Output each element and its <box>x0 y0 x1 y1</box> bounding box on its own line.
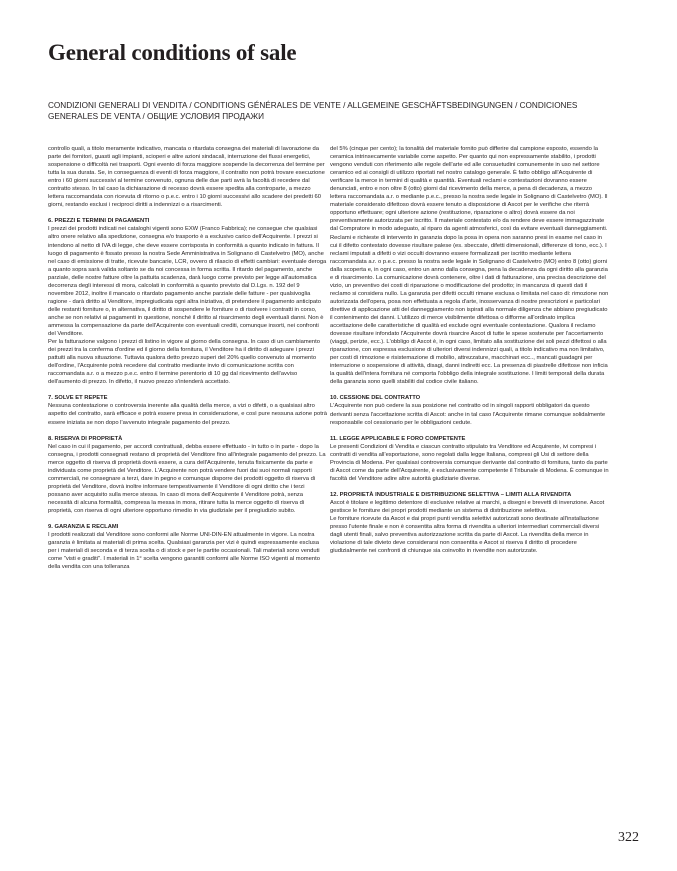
section-title: 6. PREZZI E TERMINI DI PAGAMENTI <box>48 218 150 225</box>
section-industrial-property <box>330 491 609 555</box>
page-title: General conditions of sale <box>48 40 297 65</box>
section-title: 10. CESSIONE DEL CONTRATTO <box>330 395 421 402</box>
section-body: I prodotti realizzati dal Venditore sono conformi alle Norme UNI-DIN-EN attualmente in vigore. La nostra garanzia è limitata ai materiali di prima scelta. Qualsiasi garanzia per vizi è quindi espressamente esclusa per i materiali di seconda e di terza scelta o di stock e per le partite occasionali. Tali materiali sono venduti come "visti e graditi". I materiali in 1° scelta vengono garantiti conformi alle Norme ISO vigenti al momento della vendita con una tolleranza <box>48 532 320 571</box>
section-body: Nel caso in cui il pagamento, per accordi contrattuali, debba essere effettuato - in tutto o in parte - dopo la consegna, i prodotti consegnati restano di proprietà del Venditore fino all'integrale pagamento del prezzo. La merce oggetto di riserva di proprietà dovrà essere, a cura dell'Acquirente, tenuta fisicamente da parte e individuata come proprietà del Venditore. L'Acquirente non potrà vendere fuori dai suoi normali rapporti commerciali, ne consegnare a terzi, dare in pegno e comunque disporre dei prodotti oggetto di riserva di proprietà del Venditore, dovrà inoltre informare tempestivamente il Venditore di ogni diritto che i terzi possano aver acquisito sulla merce stessa. In caso di mora dell'Acquirente il Venditore potrà, senza necessità di alcuna formalità, compresa la messa in mora, ritirare tutta la merce oggetto di riserva di proprietà, con riserva di ogni ulteriore opportuno rimedio in via giudiziale per il pregiudizio subito. <box>48 443 326 514</box>
section-title: 12. PROPRIETÀ INDUSTRIALE E DISTRIBUZIONE SELETTIVA – LIMITI ALLA RIVENDITA <box>330 491 572 498</box>
section-body: L'Acquirente non può cedere la sua posizione nel contratto od in singoli rapporti obbligatori da questo derivanti senza l'accettazione scritta di Ascot: anche in tal caso l'Acquirente rimane comunque solidalmente responsabile col cessionario per le obbligazioni cedute. <box>330 403 606 426</box>
section-title: 8. RISERVA DI PROPRIETÀ <box>48 435 123 442</box>
right-intro-paragraph: del 5% (cinque per cento); la tonalità del materiale fornito può differire dal campione esposto, essendo la ceramica intrinsecamente variabile come aspetto. Per quanto qui non espressamente stabilito, i prodotti vengono venduti con riferimento alle regole dell'arte ed alle consuetudini comunemente in uso nel settore ceramico ed ai consigli di utilizzo riportati nel nostro catalogo generale. È fatto obbligo all'Acquirente di verificare la merce in termini di qualità e quantità. Eventuali reclami e contestazioni dovranno essere denunciati, entro e non oltre 8 (otto) giorni dal ricevimento della merce, a pena di decadenza, a mezzo lettera raccomandata a.r. o mediante p.e.c., presso la nostra sede legale in Solignano di Castelvetro (MO). Il materiale considerato difettoso dovrà essere tenuto a disposizione di Ascot per le verifiche che riterrà opportuno effettuare; ogni ulteriore azione (restituzione, riparazione o altro) dovrà essere da noi preventivamente autorizzata per iscritto. Il materiale contestato e/o da rendere deve essere immagazzinate dal Compratore in modo adeguato, al riparo da agenti atmosferici, così da evitare eventuali danneggiamenti. Reclami e richieste di intervento in garanzia dopo la posa in opera non saranno presi in esame nel caso in cui il difetto contestato dovesse risultare palese (es. sbeccate, difetti dimensionali, differenze di tono, ecc.). I reclami imputati a difetti o vizi occulti dovranno essere formalizzati per iscritto mediante lettera raccomandata a.r. o p.e.c. presso la nostra sede legale in Solignano di Castelvetro (MO) entro 8 (otto) giorni dalla scoperta e, in ogni caso, entro un anno dalla consegna, pena la decadenza da ogni diritto alla garanzia e di risarcimento. La comunicazione dovrà contenere, oltre i dati di fatturazione, una precisa descrizione del vizio, un preventivo dei costi di riparazione o modificazione del prodotto; in mancanza di questi dati il reclamo si considera nullo. La garanzia per difetti occulti rimane esclusa o limitata nel caso di: rimozione non autorizzata dell'opera, posa non effettuata a regola d'arte, inosservanza di nostre prescrizioni e particolari direttive di applicazione atti del danneggiamento non ispirati alla normale diligenza che abbiano pregiudicato il contenimento dei danni. L'utilizzo di merce visibilmente difettosa o difforme all'ordinato implica accettazione delle caratteristiche di qualità ed esclude ogni eventuale contestazione. Qualora il reclamo dovesse risultare infondato l'Acquirente dovrà risarcire Ascot di tutte le spese sostenute per l'accertamento (viaggi, perizie, ecc.). L'obbligo di Ascot è, in ogni caso, limitato alla sostituzione dei soli pezzi difettosi o alla riparazione, con espressa esclusione di ulteriori diversi indennizzi quali, a titolo indicativo ma non limitativo, per costi di rimozione e risistemazione di mobilio, attrezzature, macchinari ecc.., mancati guadagni per interruzione o sospensione di attività, disagi, danni indiretti ecc. La presenza di piastrelle difettose non inficia la qualità dell'intera fornitura né comporta l'obbligo della integrale sostituzione. I limiti temporali della durata della garanzia sono quelli stabiliti dal codice civile italiano. <box>330 146 609 386</box>
section-warranty-claims <box>48 523 327 571</box>
section-body: Ascot è titolare e legittimo detentore di esclusive relative ai marchi, a disegni e brevetti di invenzione. Ascot gestisce le forniture dei propri prodotti mediante un sistema di distribuzione selettiva. Le forniture ricevute da Ascot e dai propri punti vendita selettivi autorizzati sono destinate all'installazione presso l'utente finale e non è consentita altra forma di rivendita a ulteriori intermediari commerciali diversi dagli utenti finali, salvo preventiva autorizzazione scritta da parte di Ascot. La rivendita della merce in violazione di tale divieto deve considerarsi non consentita e Ascot si riserva il diritto di procedere giudizialmente nei confronti di chiunque sia coinvolto in rivendite non autorizzate. <box>330 499 605 555</box>
section-retention-of-title <box>48 435 327 515</box>
section-contract-assignment <box>330 394 609 426</box>
section-body: Le presenti Condizioni di Vendita e ciascun contratto stipulato tra Venditore ed Acquirente, ivi compresi i contratti di vendita all'esportazione, sono regolati dalla legge Italiana, compresi gli Usi di settore della Provincia di Modena. Per qualsiasi controversia comunque derivante dal contratto di fornitura, tanto da parte di Ascot come da parte dell'Acquirente, è esclusivamente competente il Tribunale di Modena. È comunque in facoltà del Venditore adire altre autorità giudiziarie diverse. <box>330 443 609 482</box>
left-intro-paragraph: controllo quali, a titolo meramente indicativo, mancata o ritardata consegna dei materiali di lavorazione da parte dei fornitori, guasti agli impianti, scioperi e altre azioni sindacali, interruzione dei flussi energetici, sospensione o difficoltà nei trasporti. Ogni evento di forza maggiore sospende la decorrenza del termine per tutta la sua durata. Se, in conseguenza di eventi di forza maggiore, il contratto non potrà trovare esecuzione entro i 60 giorni successivi al termine convenuto, ognuna delle due parti avrà la facoltà di recedere dal contratto stesso. In tal caso la dichiarazione di recesso dovrà essere spedita alla controparte, a mezzo lettera raccomandata con ricevuta di ritorno o p.e.c. entro i 10 giorni successivi allo scadere dei predetti 60 giorni, restando esclusi i reciproci diritti a indennizzi o a risarcimenti. <box>48 146 325 209</box>
section-body: Nessuna contestazione o controversia inerente alla qualità della merce, a vizi o difetti, o a qualsiasi altro aspetto del contratto, sarà efficace e potrà essere presa in considerazione, e così pure nessuna azione potrà essere iniziata se non dopo l'avvenuto integrale pagamento del prezzo. <box>48 403 327 426</box>
page-subtitle: CONDIZIONI GENERALI DI VENDITA / CONDITIONS GÉNÉRALES DE VENTE / ALLGEMEINE GESCHÄFTSBEDINGUNGEN / CONDICIONES GENERALES DE VENTA / ОБЩИЕ УСЛОВИЯ ПРОДАЖИ <box>48 101 578 121</box>
section-title: 7. SOLVE ET REPETE <box>48 395 108 402</box>
page-number: 322 <box>618 830 639 845</box>
section-title: 9. GARANZIA E RECLAMI <box>48 524 119 531</box>
section-applicable-law <box>330 435 609 483</box>
section-prices-payment <box>48 217 327 386</box>
section-body: I prezzi dei prodotti indicati nei cataloghi vigenti sono EXW (Franco Fabbrica); ne consegue che qualsiasi altro onere relativo alla spedizione, consegna e/o trasporto è a esclusivo carico dell'Acquirente. I prezzi si intendono al netto di IVA di legge, che deve essere corrisposta in conformità a quanto indicato in fattura. Il luogo di pagamento è fissato presso la nostra Sede Amministrativa in Solignano di Castelvetro (MO), anche nel caso di emissione di tratte, ricevute bancarie, LCR, ovvero di rilascio di effetti cambiari: eventuale deroga a quanto sopra sarà valida soltanto se da noi concessa in forma scritta. Il ritardo del pagamento, anche parziale, delle nostre fatture oltre la pattuita scadenza, darà luogo come previsto per legge all'automatica decorrenza degli interessi di mora, calcolati in conformità a quanto previsto dal D.Lgs. n. 192 del 9 novembre 2012, inoltre il mancato o ritardato pagamento anche parziale delle fatture - per qualsivoglia ragione - darà diritto al Venditore, impregiudicata ogni altra iniziativa, di pretendere il pagamento anticipato delle restanti forniture o, in alternativa, il diritto di sospendere le forniture o di risolvere i contratti in corso, anche se non relativi ai pagamenti in questione, nonché il diritto al risarcimento degli eventuali danni. Non è ammessa la compensazione da parte dell'Acquirente con eventuali crediti, comunque insorti, nei confronti del Venditore. Per la fatturazione valgono i prezzi di listino in vigore al giorno della consegna. In caso di un cambiamento dei prezzi tra la conferma d'ordine ed il giorno della fornitura, il Venditore ha il diritto di adeguare i prezzi pattuiti alla nuova situazione. Tuttavia qualora detto prezzo superi del 20% quello convenuto al momento dell'ordine, l'Acquirente potrà recedere dal contratto mediante invio di comunicazione scritta con raccomandata a.r. o a mezzo p.e.c. entro il termine perentorio di 10 gg dal ricevimento dell'avviso dell'aumento di prezzo. In difetto, il nuovo prezzo s'intenderà accettato. <box>48 226 327 386</box>
right-column <box>330 145 609 555</box>
section-solve-et-repete <box>48 394 327 426</box>
section-title: 11. LEGGE APPLICABILE E FORO COMPETENTE <box>330 435 466 442</box>
left-column <box>48 145 327 571</box>
